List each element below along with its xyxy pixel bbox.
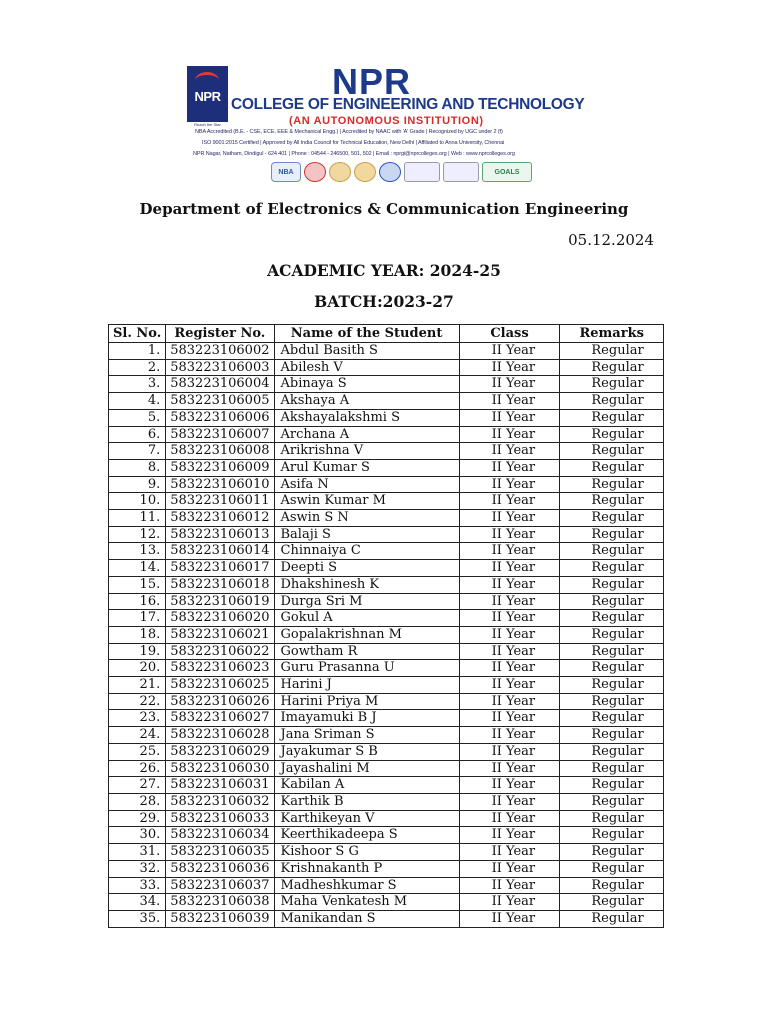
class-cell: II Year (459, 743, 560, 760)
class-cell: II Year (459, 660, 560, 677)
column-header-sl-no: Sl. No. (109, 325, 166, 343)
address-line: NPR Nagar, Natham, Dindigul - 624 401 | Phone : 04544 - 246500, 501, 502 | Email : nprgi@nprcolleges.org | Web : www.nprcolleges.org (193, 151, 515, 157)
class-cell: II Year (459, 626, 560, 643)
remarks-cell: Regular (560, 376, 664, 393)
table-row (109, 510, 664, 527)
class-cell: II Year (459, 576, 560, 593)
remarks-cell: Regular (560, 910, 664, 927)
student-name: Karthikeyan V (274, 810, 459, 827)
student-name: Arikrishna V (274, 443, 459, 460)
student-name: Kishoor S G (274, 844, 459, 861)
table-row (109, 576, 664, 593)
table-row (109, 560, 664, 577)
class-cell: II Year (459, 443, 560, 460)
serial-number: 2. (109, 359, 166, 376)
serial-number: 28. (109, 793, 166, 810)
student-name: Akshaya A (274, 393, 459, 410)
serial-number: 7. (109, 443, 166, 460)
register-number: 583223106034 (166, 827, 274, 844)
student-name: Balaji S (274, 526, 459, 543)
register-number: 583223106022 (166, 643, 274, 660)
student-name: Jayakumar S B (274, 743, 459, 760)
serial-number: 13. (109, 543, 166, 560)
table-row (109, 376, 664, 393)
class-cell: II Year (459, 493, 560, 510)
logo-tagline: Reach the Star (194, 122, 221, 127)
register-number: 583223106036 (166, 860, 274, 877)
student-name: Gopalakrishnan M (274, 626, 459, 643)
table-row (109, 777, 664, 794)
remarks-cell: Regular (560, 777, 664, 794)
class-cell: II Year (459, 827, 560, 844)
serial-number: 1. (109, 343, 166, 360)
table-row (109, 860, 664, 877)
register-number: 583223106013 (166, 526, 274, 543)
remarks-cell: Regular (560, 626, 664, 643)
register-number: 583223106039 (166, 910, 274, 927)
class-cell: II Year (459, 610, 560, 627)
register-number: 583223106028 (166, 727, 274, 744)
class-cell: II Year (459, 677, 560, 694)
table-row (109, 359, 664, 376)
register-number: 583223106010 (166, 476, 274, 493)
register-number: 583223106002 (166, 343, 274, 360)
student-name: Durga Sri M (274, 593, 459, 610)
student-name: Guru Prasanna U (274, 660, 459, 677)
register-number: 583223106025 (166, 677, 274, 694)
class-cell: II Year (459, 426, 560, 443)
iso-badge-icon (329, 162, 351, 182)
class-cell: II Year (459, 777, 560, 794)
remarks-cell: Regular (560, 526, 664, 543)
student-name: Harini Priya M (274, 693, 459, 710)
student-name: Jana Sriman S (274, 727, 459, 744)
remarks-cell: Regular (560, 844, 664, 861)
remarks-cell: Regular (560, 476, 664, 493)
class-cell: II Year (459, 894, 560, 911)
register-number: 583223106004 (166, 376, 274, 393)
nba-badge-icon: NBA (271, 162, 301, 182)
serial-number: 5. (109, 409, 166, 426)
class-cell: II Year (459, 844, 560, 861)
class-cell: II Year (459, 693, 560, 710)
student-name: Deepti S (274, 560, 459, 577)
student-name: Manikandan S (274, 910, 459, 927)
table-row (109, 693, 664, 710)
anna-university-badge-icon (379, 162, 401, 182)
batch-label: BATCH:2023-27 (314, 292, 454, 311)
class-cell: II Year (459, 593, 560, 610)
serial-number: 19. (109, 643, 166, 660)
register-number: 583223106018 (166, 576, 274, 593)
serial-number: 12. (109, 526, 166, 543)
student-table (108, 324, 664, 928)
table-row (109, 443, 664, 460)
table-row (109, 643, 664, 660)
register-number: 583223106026 (166, 693, 274, 710)
serial-number: 18. (109, 626, 166, 643)
table-row (109, 476, 664, 493)
remarks-cell: Regular (560, 359, 664, 376)
class-cell: II Year (459, 359, 560, 376)
remarks-cell: Regular (560, 710, 664, 727)
table-row (109, 894, 664, 911)
register-number: 583223106032 (166, 793, 274, 810)
table-row (109, 660, 664, 677)
remarks-cell: Regular (560, 493, 664, 510)
table-row (109, 727, 664, 744)
serial-number: 9. (109, 476, 166, 493)
register-number: 583223106035 (166, 844, 274, 861)
serial-number: 25. (109, 743, 166, 760)
remarks-cell: Regular (560, 560, 664, 577)
letterhead (187, 61, 585, 186)
student-name: Harini J (274, 677, 459, 694)
table-row (109, 844, 664, 861)
register-number: 583223106009 (166, 459, 274, 476)
serial-number: 27. (109, 777, 166, 794)
register-number: 583223106014 (166, 543, 274, 560)
student-name: Abdul Basith S (274, 343, 459, 360)
table-row (109, 710, 664, 727)
student-name: Akshayalakshmi S (274, 409, 459, 426)
accreditation-line: NBA Accredited (B.E. - CSE, ECE, EEE & Mechanical Engg.) | Accredited by NAAC with 'A' Grade | Recognized by UGC under 2 (f) (195, 129, 503, 135)
serial-number: 35. (109, 910, 166, 927)
column-header-register-no: Register No. (166, 325, 274, 343)
register-number: 583223106005 (166, 393, 274, 410)
table-row (109, 677, 664, 694)
column-header-class: Class (459, 325, 560, 343)
remarks-cell: Regular (560, 793, 664, 810)
register-number: 583223106003 (166, 359, 274, 376)
serial-number: 31. (109, 844, 166, 861)
remarks-cell: Regular (560, 426, 664, 443)
remarks-cell: Regular (560, 894, 664, 911)
serial-number: 3. (109, 376, 166, 393)
remarks-cell: Regular (560, 810, 664, 827)
serial-number: 33. (109, 877, 166, 894)
remarks-cell: Regular (560, 409, 664, 426)
remarks-cell: Regular (560, 443, 664, 460)
register-number: 583223106038 (166, 894, 274, 911)
table-row (109, 877, 664, 894)
naac-badge-icon (304, 162, 326, 182)
student-name: Karthik B (274, 793, 459, 810)
remarks-cell: Regular (560, 827, 664, 844)
student-name: Gokul A (274, 610, 459, 627)
aicte-badge-icon (354, 162, 376, 182)
table-row (109, 543, 664, 560)
serial-number: 29. (109, 810, 166, 827)
serial-number: 20. (109, 660, 166, 677)
remarks-cell: Regular (560, 576, 664, 593)
department-title: Department of Electronics & Communication Engineering (139, 200, 629, 218)
class-cell: II Year (459, 793, 560, 810)
serial-number: 14. (109, 560, 166, 577)
table-row (109, 393, 664, 410)
student-name: Krishnakanth P (274, 860, 459, 877)
table-row (109, 626, 664, 643)
serial-number: 30. (109, 827, 166, 844)
register-number: 583223106021 (166, 626, 274, 643)
remarks-cell: Regular (560, 760, 664, 777)
table-row (109, 793, 664, 810)
register-number: 583223106019 (166, 593, 274, 610)
student-name: Aswin Kumar M (274, 493, 459, 510)
table-row (109, 743, 664, 760)
student-name: Asifa N (274, 476, 459, 493)
serial-number: 10. (109, 493, 166, 510)
remarks-cell: Regular (560, 860, 664, 877)
serial-number: 24. (109, 727, 166, 744)
serial-number: 6. (109, 426, 166, 443)
register-number: 583223106006 (166, 409, 274, 426)
class-cell: II Year (459, 393, 560, 410)
table-row (109, 910, 664, 927)
register-number: 583223106030 (166, 760, 274, 777)
class-cell: II Year (459, 543, 560, 560)
accreditation-badges (271, 162, 532, 182)
innovation-cell-badge-icon (404, 162, 440, 182)
serial-number: 8. (109, 459, 166, 476)
class-cell: II Year (459, 560, 560, 577)
table-row (109, 810, 664, 827)
table-row (109, 526, 664, 543)
student-name: Abinaya S (274, 376, 459, 393)
table-row (109, 343, 664, 360)
serial-number: 17. (109, 610, 166, 627)
remarks-cell: Regular (560, 660, 664, 677)
remarks-cell: Regular (560, 510, 664, 527)
class-cell: II Year (459, 409, 560, 426)
serial-number: 11. (109, 510, 166, 527)
class-cell: II Year (459, 376, 560, 393)
remarks-cell: Regular (560, 727, 664, 744)
class-cell: II Year (459, 877, 560, 894)
class-cell: II Year (459, 459, 560, 476)
student-name: Jayashalini M (274, 760, 459, 777)
register-number: 583223106008 (166, 443, 274, 460)
serial-number: 4. (109, 393, 166, 410)
table-row (109, 593, 664, 610)
logo-text: NPR (194, 89, 221, 104)
remarks-cell: Regular (560, 877, 664, 894)
remarks-cell: Regular (560, 677, 664, 694)
student-name: Gowtham R (274, 643, 459, 660)
sdg-goals-badge-icon: GOALS (482, 162, 532, 182)
register-number: 583223106023 (166, 660, 274, 677)
class-cell: II Year (459, 710, 560, 727)
class-cell: II Year (459, 810, 560, 827)
institution-council-badge-icon (443, 162, 479, 182)
table-row (109, 493, 664, 510)
college-name: COLLEGE OF ENGINEERING AND TECHNOLOGY (231, 96, 585, 113)
logo-swirl-icon (195, 72, 219, 89)
student-name: Imayamuki B J (274, 710, 459, 727)
remarks-cell: Regular (560, 643, 664, 660)
brand-name: NPR (332, 61, 412, 102)
register-number: 583223106029 (166, 743, 274, 760)
remarks-cell: Regular (560, 610, 664, 627)
academic-year: ACADEMIC YEAR: 2024-25 (267, 261, 501, 280)
remarks-cell: Regular (560, 743, 664, 760)
college-logo (187, 66, 228, 122)
table-row (109, 409, 664, 426)
remarks-cell: Regular (560, 693, 664, 710)
class-cell: II Year (459, 526, 560, 543)
student-name: Dhakshinesh K (274, 576, 459, 593)
register-number: 583223106011 (166, 493, 274, 510)
class-cell: II Year (459, 860, 560, 877)
serial-number: 26. (109, 760, 166, 777)
serial-number: 16. (109, 593, 166, 610)
register-number: 583223106033 (166, 810, 274, 827)
student-name: Abilesh V (274, 359, 459, 376)
document-date: 05.12.2024 (568, 231, 654, 249)
student-name: Aswin S N (274, 510, 459, 527)
column-header-student-name: Name of the Student (274, 325, 459, 343)
student-name: Kabilan A (274, 777, 459, 794)
remarks-cell: Regular (560, 593, 664, 610)
table-row (109, 827, 664, 844)
serial-number: 21. (109, 677, 166, 694)
serial-number: 34. (109, 894, 166, 911)
register-number: 583223106020 (166, 610, 274, 627)
class-cell: II Year (459, 910, 560, 927)
class-cell: II Year (459, 643, 560, 660)
register-number: 583223106007 (166, 426, 274, 443)
remarks-cell: Regular (560, 393, 664, 410)
class-cell: II Year (459, 343, 560, 360)
class-cell: II Year (459, 727, 560, 744)
autonomous-label: (AN AUTONOMOUS INSTITUTION) (289, 115, 484, 127)
register-number: 583223106037 (166, 877, 274, 894)
serial-number: 15. (109, 576, 166, 593)
class-cell: II Year (459, 760, 560, 777)
table-row (109, 610, 664, 627)
student-name: Maha Venkatesh M (274, 894, 459, 911)
register-number: 583223106027 (166, 710, 274, 727)
remarks-cell: Regular (560, 543, 664, 560)
table-header-row (109, 325, 664, 343)
student-name: Keerthikadeepa S (274, 827, 459, 844)
certification-line: ISO 9001:2015 Certified | Approved by All India Council for Technical Education, New Delhi | Affiliated to Anna University, Chennai (202, 140, 505, 146)
register-number: 583223106017 (166, 560, 274, 577)
register-number: 583223106012 (166, 510, 274, 527)
table-row (109, 426, 664, 443)
remarks-cell: Regular (560, 459, 664, 476)
serial-number: 22. (109, 693, 166, 710)
student-name: Chinnaiya C (274, 543, 459, 560)
column-header-remarks: Remarks (560, 325, 664, 343)
student-name: Archana A (274, 426, 459, 443)
table-row (109, 459, 664, 476)
remarks-cell: Regular (560, 343, 664, 360)
student-name: Arul Kumar S (274, 459, 459, 476)
class-cell: II Year (459, 510, 560, 527)
table-row (109, 760, 664, 777)
class-cell: II Year (459, 476, 560, 493)
student-name: Madheshkumar S (274, 877, 459, 894)
serial-number: 23. (109, 710, 166, 727)
serial-number: 32. (109, 860, 166, 877)
register-number: 583223106031 (166, 777, 274, 794)
